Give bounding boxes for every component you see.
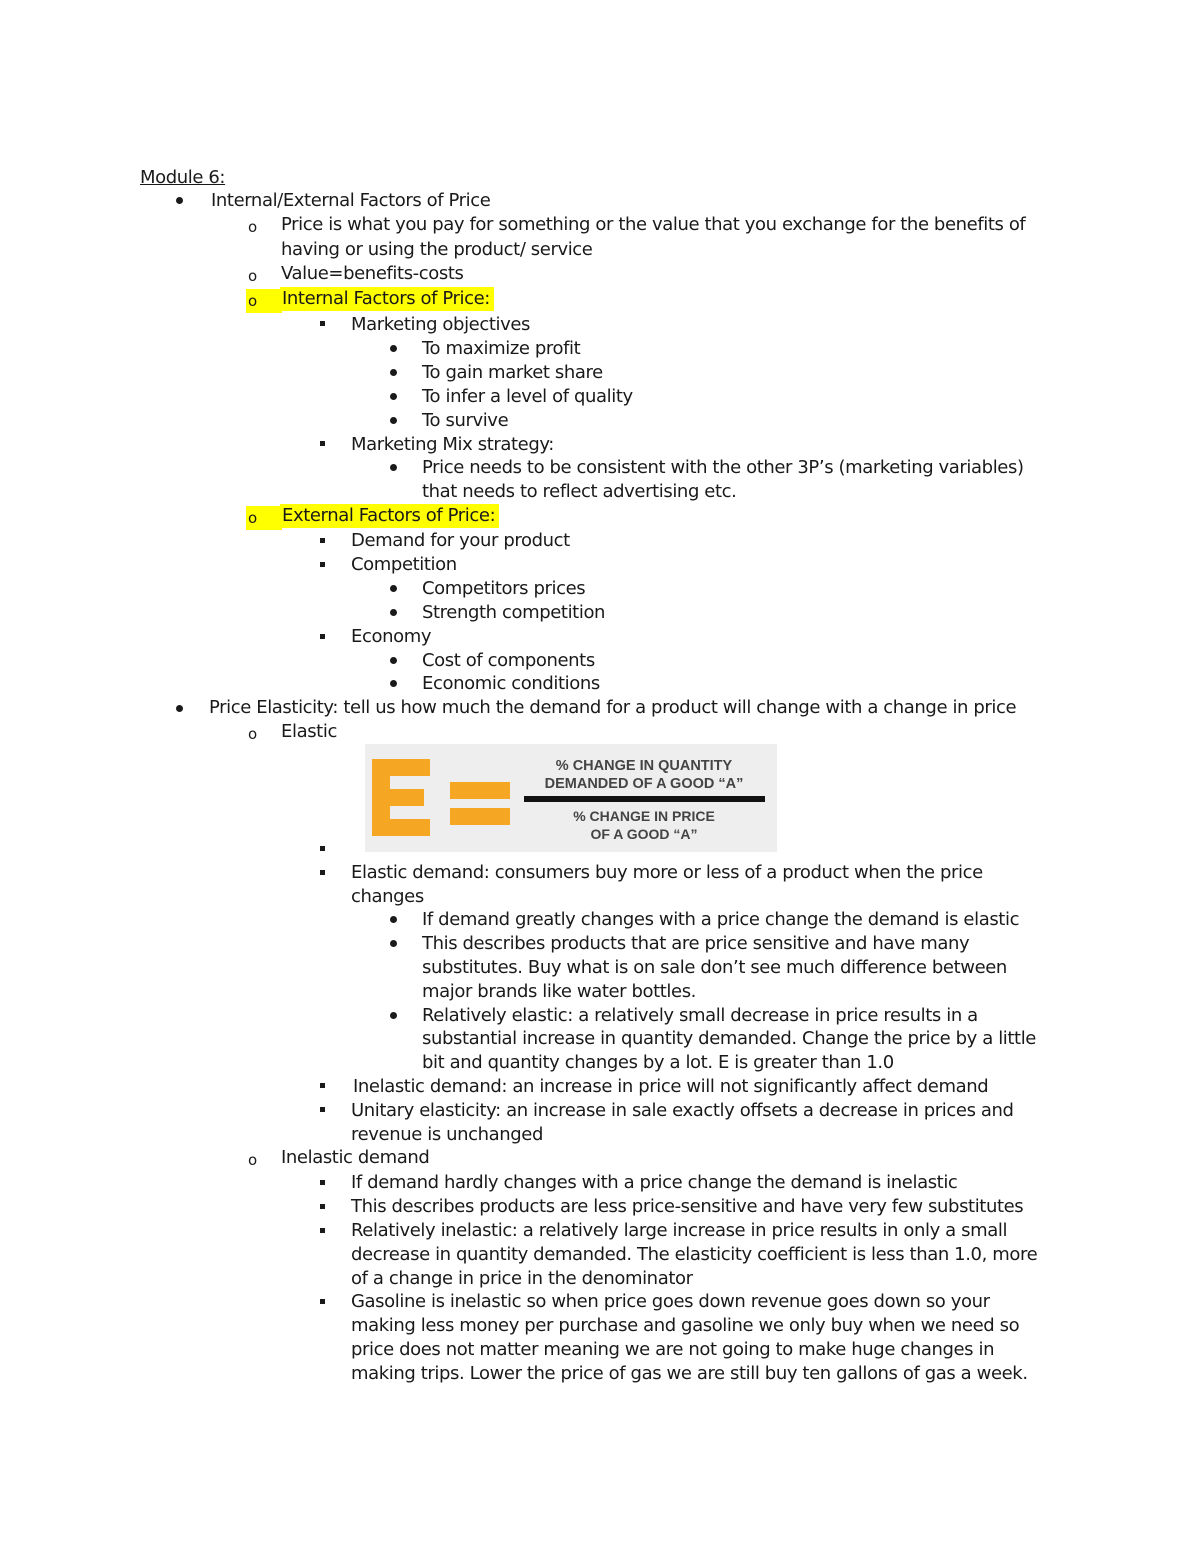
inelastic-demand-definition: Inelastic demand: an increase in price will not significantly affect demand [353, 1076, 989, 1097]
marketing-mix-strategy: Marketing Mix strategy: [351, 434, 554, 455]
square-bullet-icon [320, 538, 325, 543]
square-bullet-icon [320, 562, 325, 567]
denominator-line-1: % CHANGE IN PRICE [573, 808, 715, 824]
demand-item: Demand for your product [351, 530, 570, 551]
relatively-inelastic-line-3: of a change in price in the denominator [351, 1268, 693, 1289]
bullet-icon [390, 369, 397, 376]
value-equation: Value=benefits-costs [281, 263, 464, 284]
bullet-icon [390, 1012, 397, 1019]
module-title: Module 6: [140, 167, 226, 188]
square-bullet-icon [320, 1083, 325, 1088]
inelastic-demand-heading: Inelastic demand [281, 1147, 430, 1168]
unitary-elasticity-line-2: revenue is unchanged [351, 1124, 544, 1145]
competition-subitem: Strength competition [422, 602, 606, 623]
square-bullet-icon [320, 1180, 325, 1185]
elastic-demand-line-2: changes [351, 886, 424, 907]
numerator-line-2: DEMANDED OF A GOOD “A” [544, 776, 744, 792]
relatively-inelastic-line-2: decrease in quantity demanded. The elasticity coefficient is less than 1.0, more [351, 1244, 1038, 1265]
external-factors-heading: External Factors of Price: [280, 504, 499, 528]
bullet-icon [390, 609, 397, 616]
unitary-elasticity-line-1: Unitary elasticity: an increase in sale exactly offsets a decrease in prices and [351, 1100, 1014, 1121]
bullet-icon [390, 464, 397, 471]
objective-item: To gain market share [422, 362, 603, 383]
bullet-icon [176, 197, 183, 204]
square-bullet-icon [320, 441, 325, 446]
price-definition-1: Price is what you pay for something or the value that you exchange for the benefits of [281, 214, 1026, 235]
bullet-icon [390, 680, 397, 687]
elastic-heading: Elastic [281, 721, 337, 742]
bullet-icon [176, 705, 183, 712]
numerator-line-1: % CHANGE IN QUANTITY [555, 758, 733, 774]
elastic-subitem-line-3: major brands like water bottles. [422, 981, 697, 1002]
internal-factors-heading: Internal Factors of Price: [280, 287, 494, 311]
inelastic-subitem: This describes products are less price-sensitive and have very few substitutes [351, 1196, 1024, 1217]
mix-item-line-1: Price needs to be consistent with the other 3P’s (marketing variables) [422, 457, 1024, 478]
relatively-inelastic-line-1: Relatively inelastic: a relatively large increase in price results in only a small [351, 1220, 1008, 1241]
circle-bullet-icon: o [248, 725, 258, 743]
gasoline-line-3: price does not matter meaning we are not going to make huge changes in [351, 1339, 995, 1360]
elastic-subitem-line-2: substitutes. Buy what is on sale don’t see much difference between [422, 957, 1007, 978]
economy-item: Economy [351, 626, 432, 647]
square-bullet-icon [320, 1299, 325, 1304]
objective-item: To maximize profit [422, 338, 581, 359]
objective-item: To survive [422, 410, 509, 431]
formula-e-symbol [372, 759, 430, 836]
inelastic-subitem: If demand hardly changes with a price change the demand is inelastic [351, 1172, 958, 1193]
elastic-demand-line-1: Elastic demand: consumers buy more or less of a product when the price [351, 862, 983, 883]
square-bullet-icon [320, 1204, 325, 1209]
gasoline-line-4: making trips. Lower the price of gas we are still buy ten gallons of gas a week. [351, 1363, 1028, 1384]
circle-bullet-icon: o [246, 506, 282, 530]
fraction-bar [524, 796, 765, 802]
circle-bullet-icon: o [248, 267, 258, 285]
elastic-subitem-line-1: This describes products that are price sensitive and have many [422, 933, 970, 954]
square-bullet-icon [320, 1228, 325, 1233]
circle-bullet-icon: o [246, 289, 282, 313]
bullet-icon [390, 345, 397, 352]
bullet-icon [390, 940, 397, 947]
marketing-objectives: Marketing objectives [351, 314, 531, 335]
bullet-icon [390, 393, 397, 400]
circle-bullet-icon: o [248, 218, 258, 236]
square-bullet-icon [320, 846, 325, 851]
competition-item: Competition [351, 554, 457, 575]
bullet-icon [390, 657, 397, 664]
competition-subitem: Competitors prices [422, 578, 586, 599]
square-bullet-icon [320, 321, 325, 326]
gasoline-line-2: making less money per purchase and gasoline we only buy when we need so [351, 1315, 1020, 1336]
circle-bullet-icon: o [248, 1151, 258, 1169]
section-internal-external: Internal/External Factors of Price [211, 190, 491, 211]
gasoline-line-1: Gasoline is inelastic so when price goes down revenue goes down so your [351, 1291, 990, 1312]
square-bullet-icon [320, 1107, 325, 1112]
economy-subitem: Cost of components [422, 650, 595, 671]
bullet-icon [390, 417, 397, 424]
denominator-line-2: OF A GOOD “A” [590, 826, 698, 842]
objective-item: To infer a level of quality [422, 386, 633, 407]
bullet-icon [390, 585, 397, 592]
bullet-icon [390, 916, 397, 923]
elasticity-formula-figure [365, 744, 777, 852]
economy-subitem: Economic conditions [422, 673, 600, 694]
elastic-subitem: If demand greatly changes with a price change the demand is elastic [422, 909, 1020, 930]
relatively-elastic-line-2: substantial increase in quantity demanded. Change the price by a little [422, 1028, 1036, 1049]
price-definition-2: having or using the product/ service [281, 239, 593, 260]
relatively-elastic-line-3: bit and quantity changes by a lot. E is greater than 1.0 [422, 1052, 894, 1073]
price-elasticity-definition: Price Elasticity: tell us how much the demand for a product will change with a change in price [209, 697, 1017, 718]
mix-item-line-2: that needs to reflect advertising etc. [422, 481, 737, 502]
square-bullet-icon [320, 634, 325, 639]
relatively-elastic-line-1: Relatively elastic: a relatively small decrease in price results in a [422, 1005, 978, 1026]
square-bullet-icon [320, 870, 325, 875]
formula-equals-sign [450, 782, 510, 825]
